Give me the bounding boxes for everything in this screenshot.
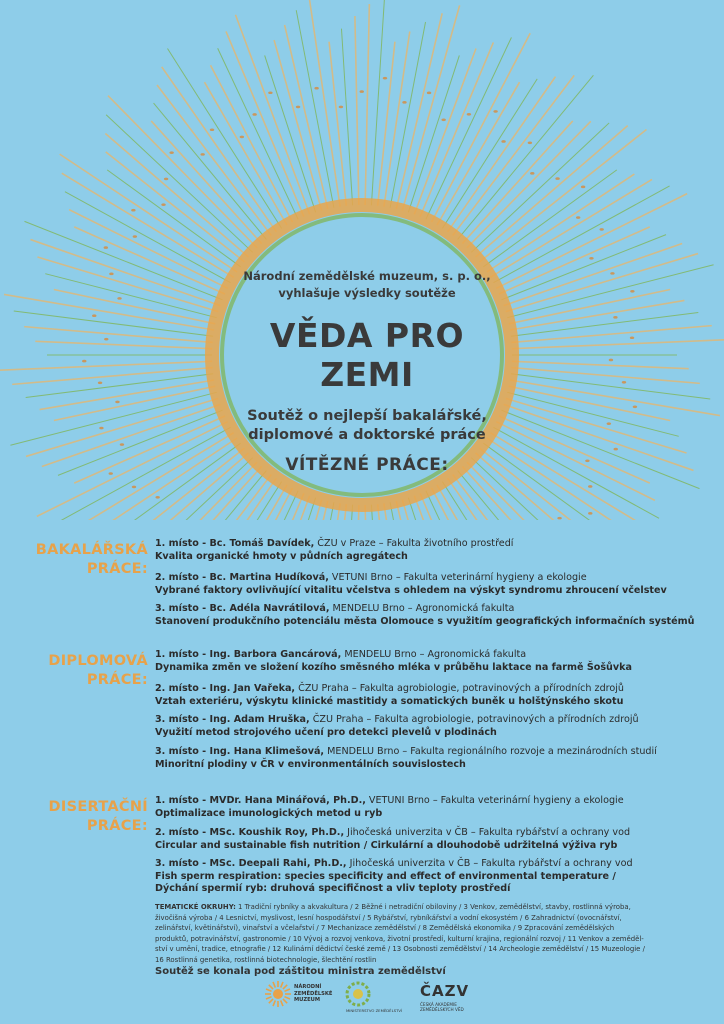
entry-place: 1. místo - MVDr. Hana Minářová, Ph.D., (155, 795, 366, 806)
entry-work-title: Vybrané faktory ovlivňující vitalitu včelstva s ohledem na výskyt syndromu zhroucení včelstev (155, 584, 667, 596)
entry-affiliation: VETUNI Brno – Fakulta veterinární hygieny a ekologie (365, 795, 624, 806)
list-item (155, 649, 715, 674)
category-label-line: PRÁCE: (86, 672, 148, 688)
topics-line: 1 Tradiční rybníky a akvakultura / 2 Běžné i netradiční obiloviny / 3 Venkov, zemědělství, stavby, rostlinná výroba, (235, 903, 631, 911)
category-label-diploma (6, 652, 148, 690)
entry-affiliation: ČZU v Praze – Fakulta životního prostředí (314, 538, 514, 549)
entry-work-title: Minoritní plodiny v ČR v environmentálních souvislostech (155, 758, 466, 770)
category-label-line: BAKALÁŘSKÁ (35, 542, 148, 558)
entry-affiliation: Jihočeská univerzita v ČB – Fakulta rybářství a ochrany vod (346, 858, 633, 869)
nzm-logo-text (294, 984, 332, 1004)
organizer-announcement: vyhlašuje výsledky soutěže (278, 286, 456, 300)
entry-work-title: Optimalizace imunologických metod u ryb (155, 807, 383, 819)
topics-line: ství v umění, tradice, etnografie / 12 Kulinární dědictví české země / 13 Osobnosti zemědělství / 14 Archeologie zemědělství / 15 Muzeologie / (155, 945, 645, 953)
cazv-logo-text: ČAZV (420, 982, 470, 1000)
logo-strip (260, 978, 520, 1022)
nzm-logo-line: NÁRODNÍ (294, 984, 322, 990)
subtitle-line-2: diplomové a doktorské práce (248, 427, 486, 443)
entry-affiliation: ČZU Praha – Fakulta agrobiologie, potravinových a přírodních zdrojů (309, 714, 639, 725)
list-item (155, 746, 715, 771)
thematic-topics (155, 902, 710, 965)
category-label-line: PRÁCE: (86, 561, 148, 577)
list-item (155, 683, 715, 708)
list-item (155, 538, 715, 563)
entry-place: 3. místo - Bc. Adéla Navrátilová, (155, 603, 330, 614)
page-title: VĚDA PRO ZEMI (269, 316, 465, 394)
organizer-line (222, 268, 512, 302)
category-label-line: PRÁCE: (86, 818, 148, 834)
entry-place: 2. místo - Bc. Martina Hudíková, (155, 572, 329, 583)
topics-line: produktů, potravinářství, gastronomie / 10 Vývoj a rozvoj venkova, životní prostředí, kulturní krajina, regionální rozvoj / 11 Venkov a zeměděl- (155, 934, 644, 943)
organizer-name: Národní zemědělské muzeum, s. p. o., (243, 269, 491, 283)
list-item (155, 795, 715, 820)
topics-label: TEMATICKÉ OKRUHY: (155, 903, 236, 911)
winners-heading: VÍTĚZNÉ PRÁCE: (285, 455, 449, 475)
entry-affiliation: MENDELU Brno – Agronomická fakulta (329, 603, 515, 614)
entry-place: 2. místo - Ing. Jan Vařeka, (155, 683, 296, 694)
entry-work-title: Kvalita organické hmoty v půdních agregátech (155, 550, 408, 562)
entry-work-title: Stanovení produkčního potenciálu města Olomouce s využitím geografických informačních systémů (155, 615, 695, 627)
auspices-note: Soutěž se konala pod záštitou ministra zemědělství (155, 966, 446, 977)
list-item (155, 827, 715, 852)
entry-work-title: Fish sperm respiration: species specificity and effect of environmental temperature / (155, 870, 616, 882)
topics-line: zelinářství, květinářství), vinařství a včelařství / 7 Mechanizace zemědělství / 8 Zemědělská ekonomika / 9 Zpracování zemědělských (155, 924, 615, 932)
list-item (155, 603, 715, 628)
list-item (155, 572, 715, 597)
nzm-sun-logo-icon (264, 980, 292, 1008)
ministry-logo-text: MINISTERSTVO ZEMĚDĚLSTVÍ (346, 1008, 403, 1013)
entry-affiliation: ČZU Praha – Fakulta agrobiologie, potravinových a přírodních zdrojů (295, 683, 625, 694)
entry-work-title-translation: Dýchání spermií ryb: druhová specifičnost a vliv teploty prostředí (155, 883, 511, 894)
cazv-logo-line: ČESKÁ AKADEMIE (420, 1002, 457, 1007)
entry-place: 1. místo - Ing. Barbora Gancárová, (155, 649, 342, 660)
category-label-line: DIPLOMOVÁ (48, 653, 148, 669)
nzm-logo-line: ZEMĚDĚLSKÉ (294, 990, 333, 997)
list-item (155, 714, 715, 739)
entry-work-title: Dynamika změn ve složení kozího směsného mléka v průběhu laktace na farmě Šošůvka (155, 661, 632, 673)
entry-place: 3. místo - Ing. Hana Klimešová, (155, 746, 325, 757)
entry-affiliation: MENDELU Brno – Agronomická fakulta (341, 649, 527, 660)
category-label-line: DISERTAČNÍ (48, 799, 148, 815)
subtitle (222, 407, 512, 445)
topics-line: živočišná výroba / 4 Lesnictví, myslivost, lesní hospodářství / 5 Rybářství, rybníkářství a vodní ekosystém / 6 Zahradnictví (ovocnářství, (155, 913, 622, 922)
ministry-wheat-logo-icon (344, 980, 372, 1008)
entry-work-title: Využití metod strojového učení pro detekci plevelů v plodinách (155, 726, 497, 738)
header-block (222, 268, 512, 475)
list-item (155, 858, 715, 896)
category-label-bachelor (6, 541, 148, 579)
entry-place: 3. místo - Ing. Adam Hruška, (155, 714, 310, 725)
entry-place: 3. místo - MSc. Deepali Rahi, Ph.D., (155, 858, 347, 869)
entry-affiliation: MENDELU Brno – Fakulta regionálního rozvoje a mezinárodních studií (324, 746, 657, 757)
category-label-dissertation (6, 798, 148, 836)
subtitle-line-1: Soutěž o nejlepší bakalářské, (247, 408, 487, 424)
entry-place: 1. místo - Bc. Tomáš Davídek, (155, 538, 315, 549)
entry-work-title: Circular and sustainable fish nutrition / Cirkulární a dlouhodobě udržitelná výživa ryb (155, 839, 618, 851)
cazv-logo-line: ZEMĚDĚLSKÝCH VĚD (420, 1007, 464, 1012)
entry-affiliation: VETUNI Brno – Fakulta veterinární hygieny a ekologie (328, 572, 587, 583)
cazv-logo-subtitle (420, 1002, 464, 1012)
topics-line: 16 Rostlinná genetika, rostlinná biotechnologie, šlechtění rostlin (155, 955, 377, 964)
entry-affiliation: Jihočeská univerzita v ČB – Fakulta rybářství a ochrany vod (344, 827, 631, 838)
entry-work-title: Vztah exteriéru, výskytu klinické mastitidy a somatických buněk u holštýnského skotu (155, 695, 624, 707)
entry-place: 2. místo - MSc. Koushik Roy, Ph.D., (155, 827, 345, 838)
nzm-logo-line: MUZEUM (294, 997, 321, 1003)
